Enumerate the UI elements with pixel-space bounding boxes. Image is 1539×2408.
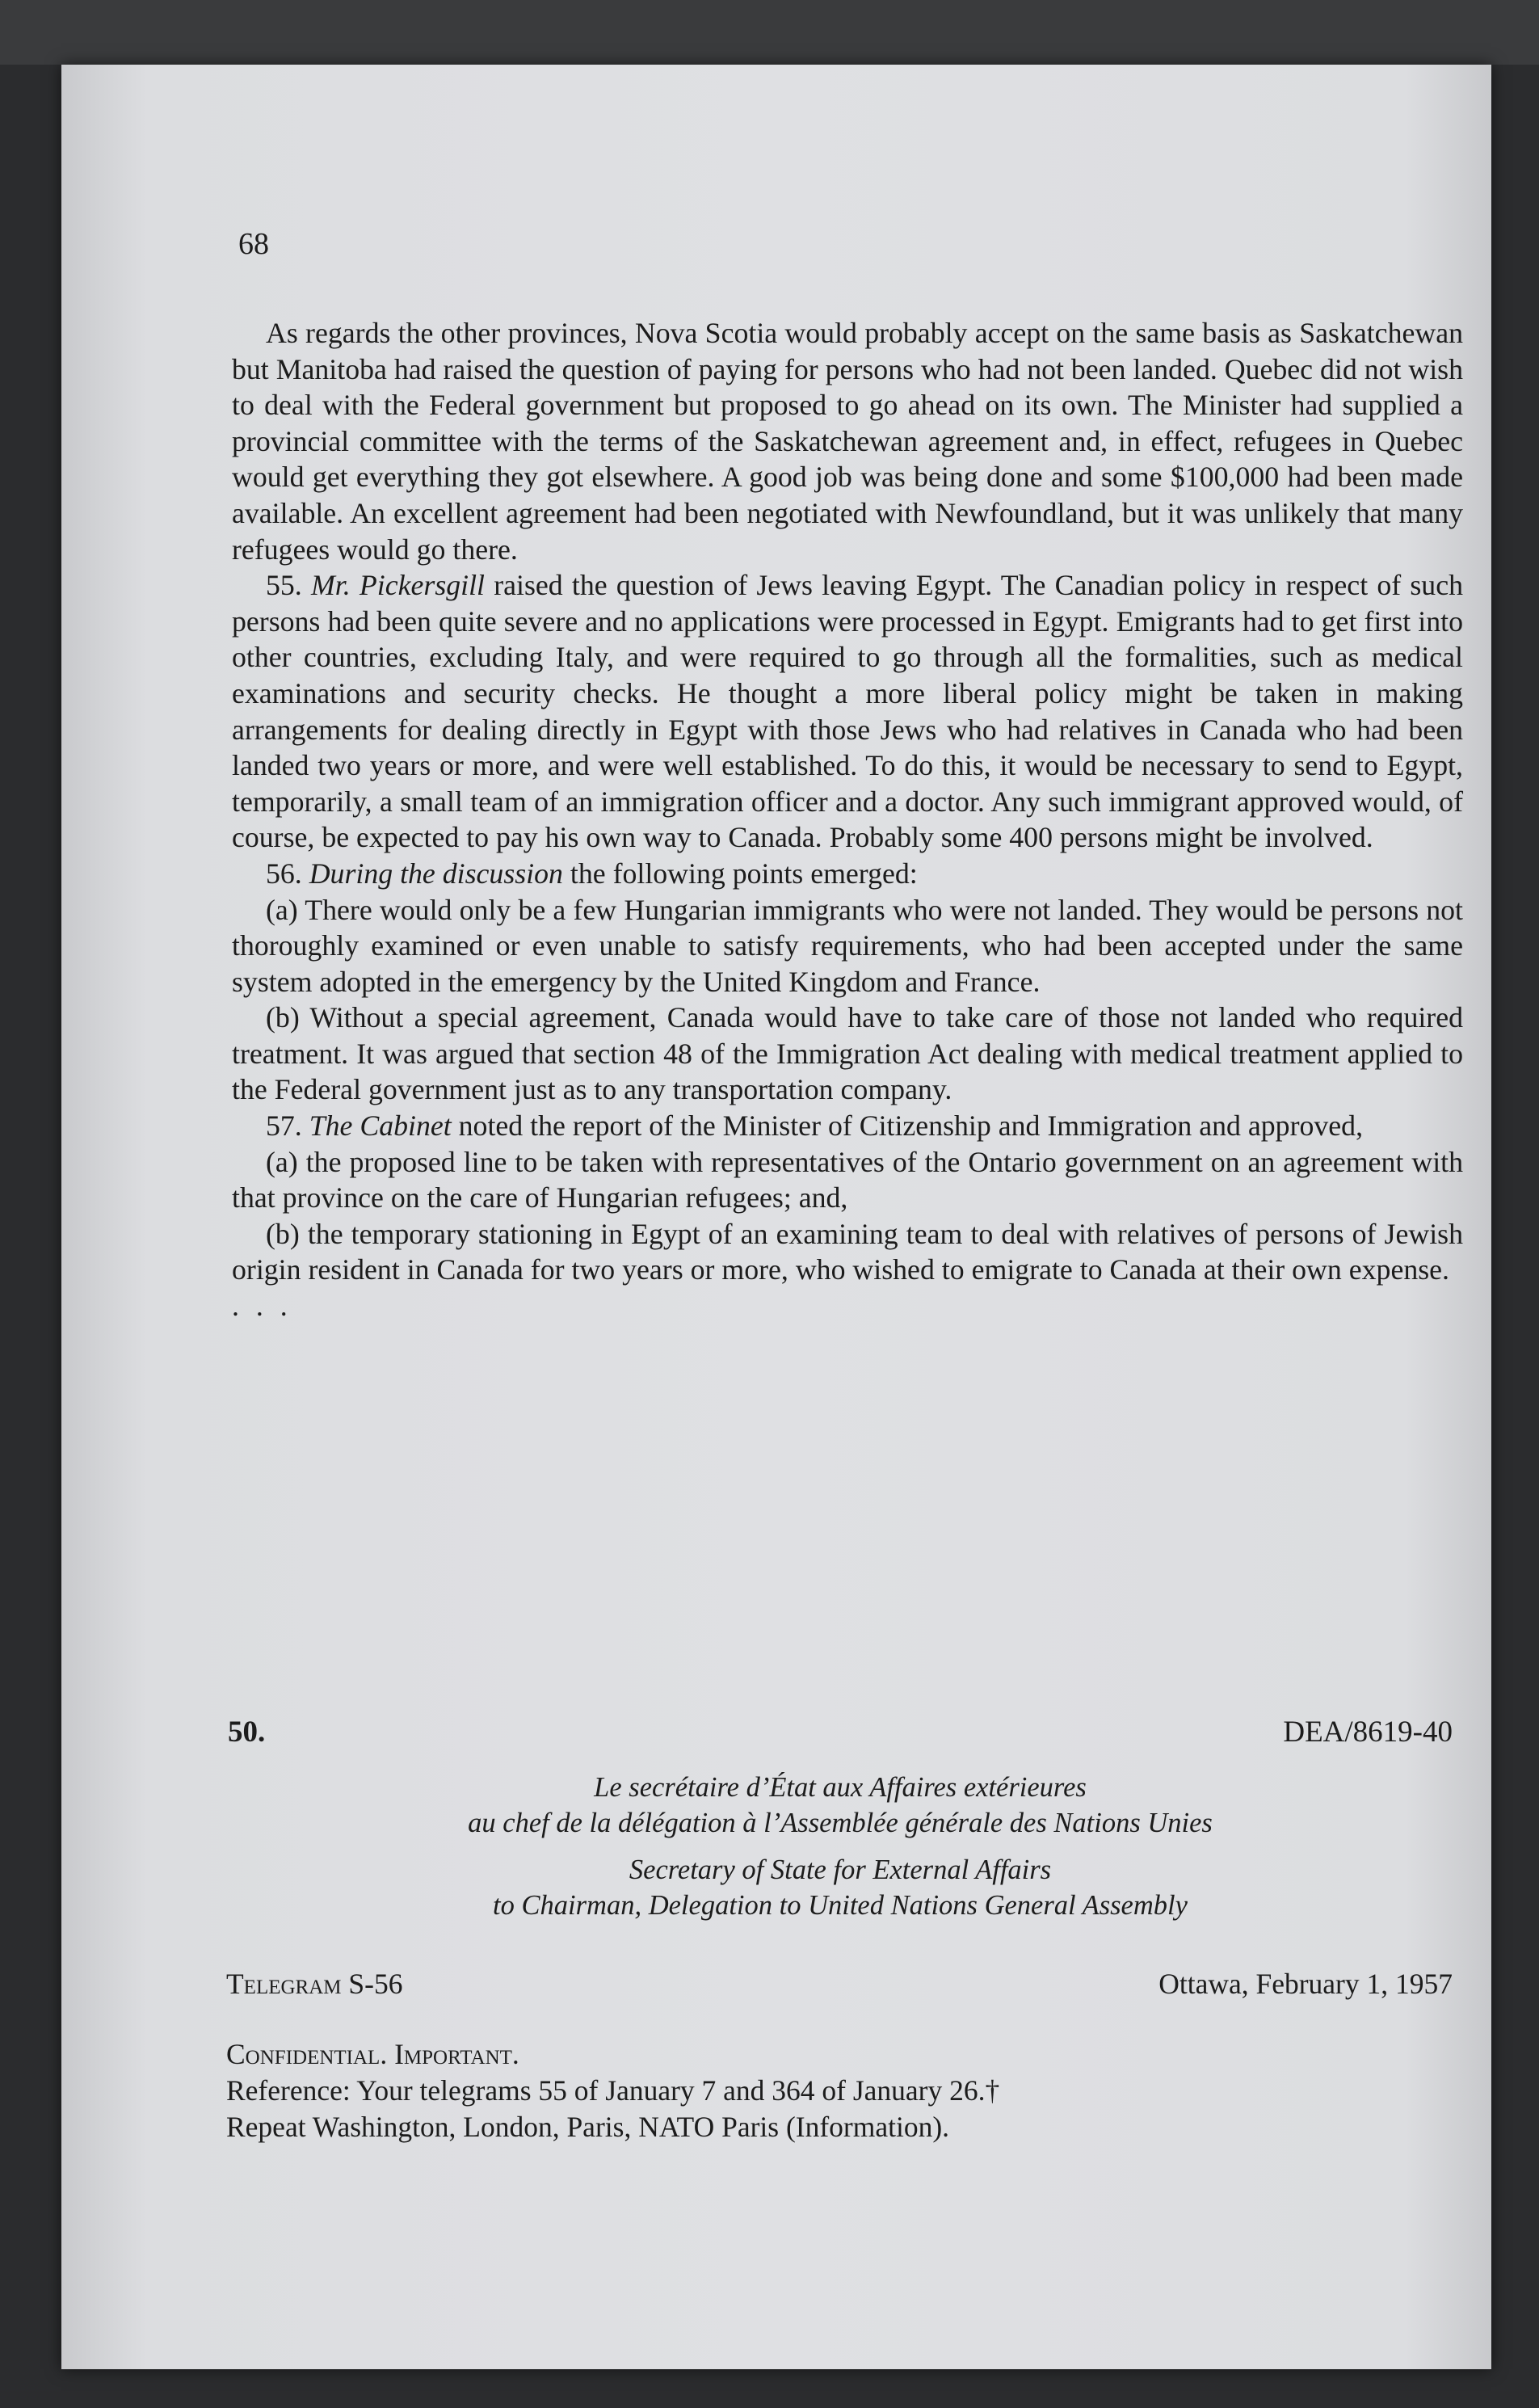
paragraph-56a: [232, 892, 1463, 1000]
paragraph-text: (a) the proposed line to be taken with representatives of the Ontario government on an agreement with that province on the care of Hungarian refugees; and,: [232, 1145, 1463, 1215]
title-en-line2: to Chairman, Delegation to United Nations General Assembly: [493, 1890, 1188, 1921]
telegram-line: [226, 1967, 1453, 2001]
paragraph-number: 56.: [266, 857, 302, 890]
paragraph-57: [232, 1108, 1463, 1144]
paragraph-lead: The Cabinet: [309, 1109, 452, 1143]
paragraph-55: [232, 567, 1463, 856]
body-text: [232, 315, 1463, 1324]
paragraph-57a: [232, 1144, 1463, 1216]
paragraph: [232, 315, 1463, 567]
paragraph-text: the following points emerged:: [570, 857, 918, 890]
paragraph-text: noted the report of the Minister of Citizenship and Immigration and approved,: [458, 1109, 1364, 1143]
scanner-border: [0, 0, 1539, 65]
paragraph-text: (b) the temporary stationing in Egypt of an examining team to deal with relatives of persons of Jewish origin resident in Canada for two years or more, who wished to emigrate to Canada at their own expense.: [232, 1217, 1463, 1286]
place-date: Ottawa, February 1, 1957: [1158, 1968, 1453, 2000]
speaker-name: Mr. Pickersgill: [310, 569, 485, 602]
paragraph-number: 55.: [266, 569, 302, 602]
file-reference: DEA/8619-40: [1283, 1715, 1453, 1749]
paragraph-text: raised the question of Jews leaving Egypt. The Canadian policy in respect of such persons had been quite severe and no applications were processed in Egypt. Emigrants had to get first into other countries, excluding Italy, and were required to go through all the formalities, such as medical examinations and security checks. He thought a more liberal policy might be taken in making arrangements for dealing directly in Egypt with those Jews who had relatives in Canada who had been landed two years or more, and were well established. To do this, it would be necessary to send to Egypt, temporarily, a small team of an immigration officer and a doctor. Any such immigrant approved would, of course, be expected to pay his own way to Canada. Probably some 400 persons might be involved.: [232, 569, 1463, 854]
document-number: 50.: [228, 1715, 266, 1749]
repeat-line: Repeat Washington, London, Paris, NATO Paris (Information).: [226, 2111, 950, 2143]
telegram-number: Telegram S-56: [226, 1968, 403, 2000]
paragraph-number: 57.: [266, 1109, 302, 1143]
paragraph-56: [232, 856, 1463, 892]
paragraph-text: (b) Without a special agreement, Canada would have to take care of those not landed who required treatment. It was argued that section 48 of the Immigration Act dealing with medical treatment applied to the Federal government just as to any transportation company.: [232, 1001, 1463, 1106]
reference-line: Reference: Your telegrams 55 of January 7 and 364 of January 26.†: [226, 2074, 1000, 2107]
paragraph-text: As regards the other provinces, Nova Scotia would probably accept on the same basis as Saskatchewan but Manitoba had raised the question of paying for persons who had not been landed. Quebec did not wish to deal with the Federal government but proposed to go ahead on its own. The Minister had supplied a provincial committee with the terms of the Saskatchewan agreement and, in effect, refugees in Quebec would get everything they got elsewhere. A good job was being done and some $100,000 had been made available. An excellent agreement had been negotiated with Newfoundland, but it was unlikely that many refugees would go there.: [232, 317, 1464, 566]
classification: Confidential. Important.: [226, 2038, 519, 2070]
title-en-line1: Secretary of State for External Affairs: [629, 1854, 1052, 1885]
telegram-body: [226, 2036, 1453, 2145]
document-titles: [228, 1770, 1453, 1923]
paragraph-57b: [232, 1216, 1463, 1288]
page-number: 68: [238, 227, 269, 261]
ellipsis: . . .: [232, 1290, 292, 1323]
title-fr-line2: au chef de la délégation à l’Assemblée générale des Nations Unies: [468, 1808, 1213, 1838]
paragraph-lead: During the discussion: [309, 857, 563, 890]
spacer: [228, 1841, 1453, 1852]
paragraph-56b: [232, 1000, 1463, 1108]
title-fr-line1: Le secrétaire d’État aux Affaires extérieures: [594, 1772, 1087, 1803]
paragraph-text: (a) There would only be a few Hungarian immigrants who were not landed. They would be persons not thoroughly examined or even unable to satisfy requirements, who had been accepted under the same system adopted in the emergency by the United Kingdom and France.: [232, 893, 1463, 998]
document-header: [228, 1715, 1453, 1749]
